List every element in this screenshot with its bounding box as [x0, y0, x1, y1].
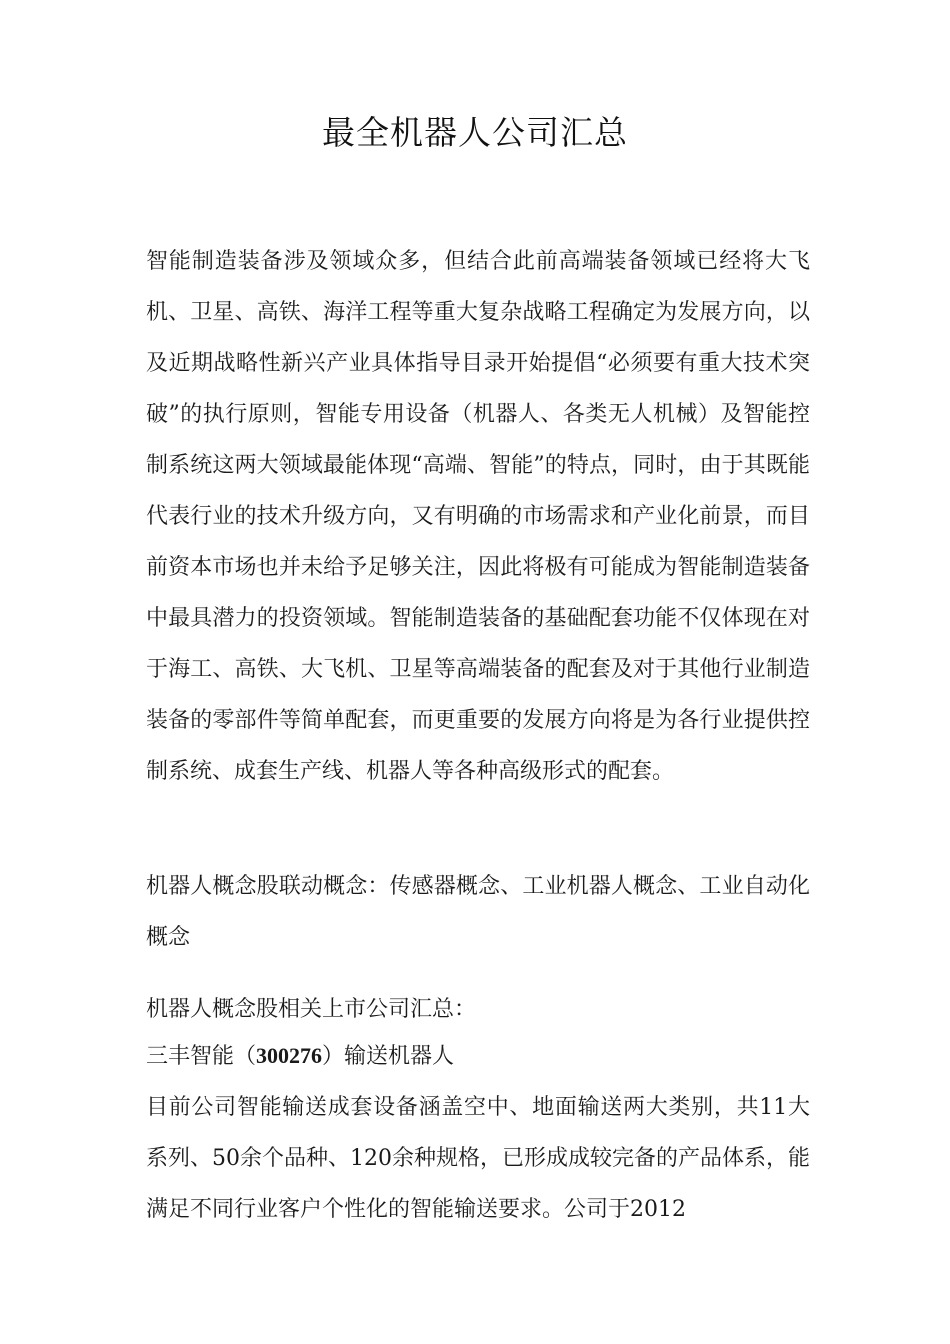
company-name-prefix: 三丰智能（	[146, 1044, 257, 1069]
stock-code: 300276	[256, 1043, 323, 1068]
document-title: 最全机器人公司汇总	[322, 113, 628, 152]
company-name-suffix: ）输送机器人	[322, 1044, 455, 1069]
intro-paragraph: 智能制造装备涉及领域众多，但结合此前高端装备领域已经将大飞机、卫星、高铁、海洋工程等重大复杂战略工程确定为发展方向，以及近期战略性新兴产业具体指导目录开始提倡“必须要有重大技术突破”的执行原则，智能专用设备（机器人、各类无人机械）及智能控制系统这两大领域最能体现“高端、智能”的特点，同时，由于其既能代表行业的技术升级方向，又有明确的市场需求和产业化前景，而目前资本市场也并未给予足够关注，因此将极有可能成为智能制造装备中最具潜力的投资领域。智能制造装备的基础配套功能不仅体现在对于海工、高铁、大飞机、卫星等高端装备的配套及对于其他行业制造装备的零部件等简单配套，而更重要的发展方向将是为各行业提供控制系统、成套生产线、机器人等各种高级形式的配套。	[146, 249, 810, 784]
listed-companies-heading: 机器人概念股相关上市公司汇总：	[146, 997, 477, 1022]
linked-concepts-paragraph: 机器人概念股联动概念：传感器概念、工业机器人概念、工业自动化概念	[146, 874, 810, 950]
company-heading	[146, 1030, 810, 1082]
company-description: 目前公司智能输送成套设备涵盖空中、地面输送两大类别，共11大系列、50余个品种、120余种规格，已形成成较完备的产品体系，能满足不同行业客户个性化的智能输送要求。公司于2012	[146, 1095, 810, 1222]
